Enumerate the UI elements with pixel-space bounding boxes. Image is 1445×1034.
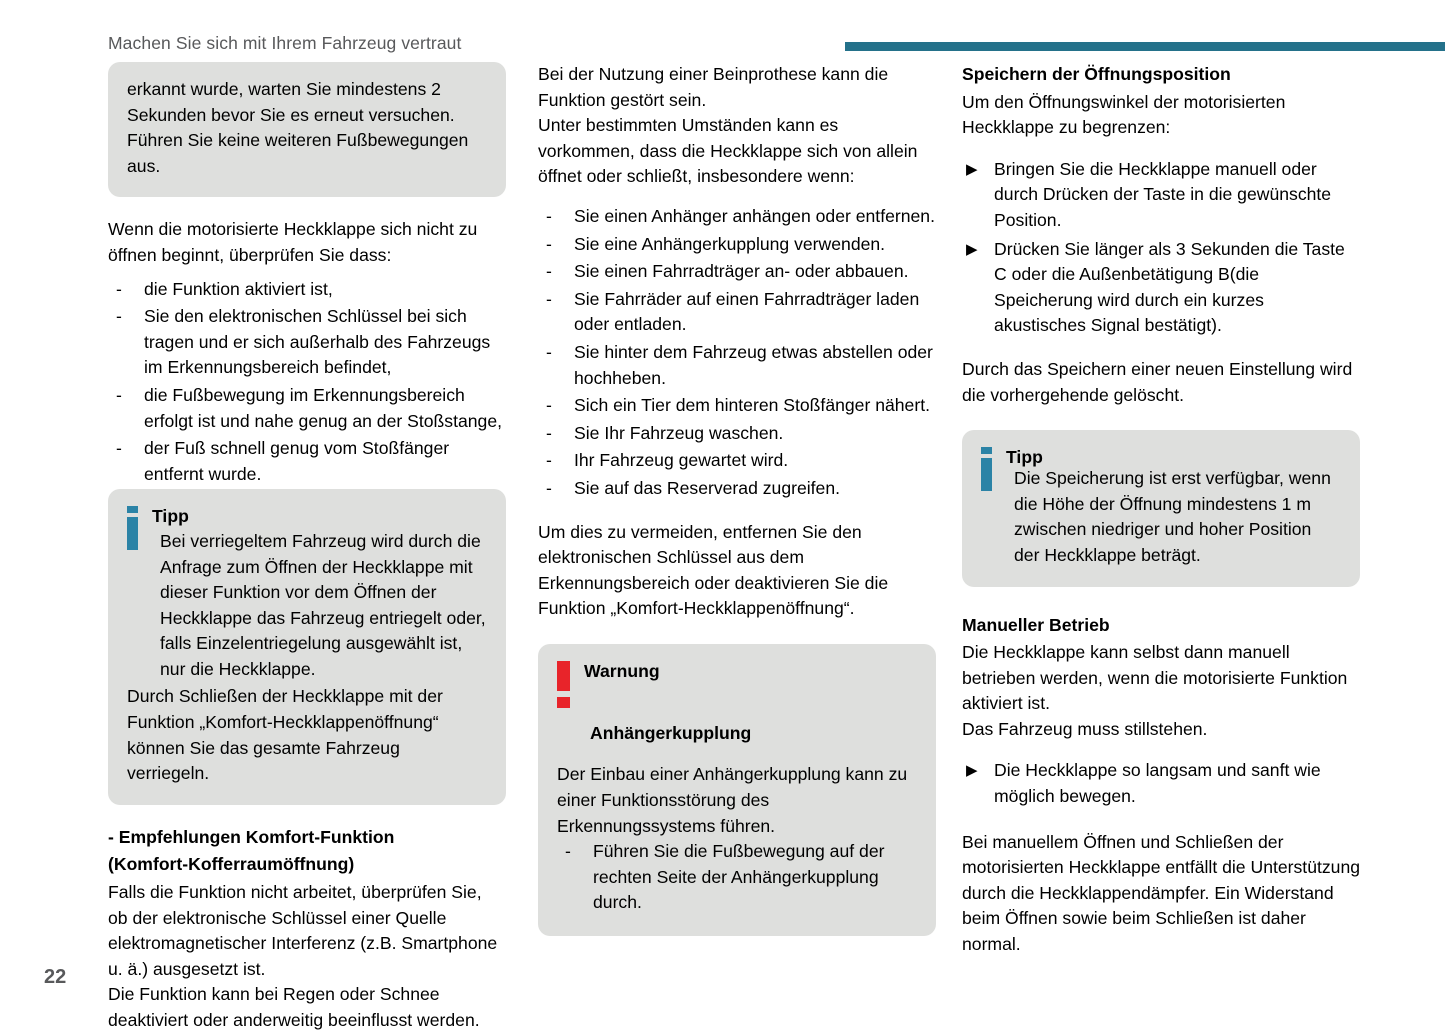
- info-icon: [981, 447, 992, 491]
- dash-icon: -: [565, 841, 571, 862]
- list-item-label: Sie auf das Reserverad zugreifen.: [574, 477, 841, 498]
- list-item: [962, 758, 1360, 809]
- column1-subheading: [108, 825, 506, 878]
- list-item-label: die Funktion aktiviert ist,: [144, 278, 333, 299]
- column1-intro-text: Wenn die motorisierte Heckklappe sich nicht zu öffnen beginnt, überprüfen Sie dass:: [108, 219, 478, 265]
- column3-actions-list: [962, 157, 1360, 339]
- list-item-label: Sie eine Anhängerkupplung verwenden.: [574, 233, 886, 254]
- column1-intro: [108, 217, 506, 268]
- list-item-label: Ihr Fahrzeug gewartet wird.: [574, 450, 789, 471]
- tip-callout-title: Tipp: [1006, 447, 1043, 468]
- triangle-icon: ▶: [966, 762, 978, 780]
- column3-closing: Bei manuellem Öffnen und Schließen der motorisierten Heckklappe entfällt die Unterstützung durch die Heckklappendämpfer. Ein Widerstand beim Öffnen sowie beim Schließen ist daher normal.: [962, 831, 1361, 955]
- column1-closing-2: Die Funktion kann bei Regen oder Schnee deaktiviert oder anderweitig beeinflusst werden.: [108, 984, 480, 1030]
- list-item: [108, 383, 506, 434]
- info-icon: [127, 506, 138, 550]
- dash-icon: -: [116, 278, 122, 299]
- column2-avoid-text: Um dies zu vermeiden, entfernen Sie den elektronischen Schlüssel aus dem Erkennungsbereich oder deaktivieren Sie die Funktion „Komfort-Heckklappenöffnung“.: [538, 521, 889, 619]
- column1-subheading-line2: (Komfort-Kofferraumöffnung): [108, 854, 355, 875]
- dash-icon: -: [546, 288, 552, 309]
- continuation-text: erkannt wurde, warten Sie mindestens 2 Sekunden bevor Sie es erneut versuchen. Führen Sie keine weiteren Fußbewegungen aus.: [127, 79, 469, 176]
- list-item-label: die Fußbewegung im Erkennungsbereich erfolgt ist und nahe genug an der Stoßstange,: [144, 384, 502, 431]
- tip-callout-body2: Durch Schließen der Heckklappe mit der Funktion „Komfort-Heckklappenöffnung“ können Sie das gesamte Fahrzeug verriegeln.: [127, 686, 443, 784]
- list-item-label: Bringen Sie die Heckklappe manuell oder durch Drücken der Taste in die gewünschte Position.: [994, 158, 1332, 230]
- triangle-icon: ▶: [966, 240, 978, 258]
- dash-icon: -: [116, 384, 122, 405]
- column3-note: Durch das Speichern einer neuen Einstellung wird die vorhergehende gelöscht.: [962, 358, 1353, 405]
- list-item-label: Die Heckklappe so langsam und sanft wie möglich bewegen.: [994, 760, 1321, 807]
- warning-icon: [557, 661, 570, 709]
- dash-icon: -: [546, 477, 552, 498]
- dash-icon: -: [546, 395, 552, 416]
- warning-callout-body: Der Einbau einer Anhängerkupplung kann zu einer Funktionsstörung des Erkennungssystems führen.: [557, 764, 908, 836]
- tip-callout-body-line1: Bei verriegeltem Fahrzeug wird durch die Anfrage zum Öffnen der Heckklappe mit dieser Funktion vor dem Öffnen der Heckklappe das Fahrzeug entriegelt oder, falls Einzelentriegelung ausgewählt ist, nur die Heckklappe.: [160, 530, 486, 679]
- list-item: [962, 237, 1360, 339]
- column3-intro: Um den Öffnungswinkel der motorisierten Heckklappe zu begrenzen:: [962, 91, 1286, 138]
- column2-intro-2: Unter bestimmten Umständen kann es vorkommen, dass die Heckklappe sich von allein öffnet oder schließt, insbesondere wenn:: [538, 115, 918, 187]
- list-item-label: Sie den elektronischen Schlüssel bei sich tragen und er sich außerhalb des Fahrzeugs im Erkennungsbereich befindet,: [144, 306, 491, 378]
- warning-callout: [538, 644, 936, 936]
- page-title: Machen Sie sich mit Ihrem Fahrzeug vertraut: [108, 33, 462, 53]
- list-item: [538, 448, 936, 474]
- column3-manual-actions-list: [962, 758, 1360, 809]
- list-item: [962, 157, 1360, 234]
- column3-manual-1: Die Heckklappe kann selbst dann manuell betrieben werden, wenn die motorisierte Funktion aktiviert ist.: [962, 642, 1348, 714]
- dash-icon: -: [546, 205, 552, 226]
- list-item: [538, 232, 936, 258]
- list-item-label: der Fuß schnell genug vom Stoßfänger entfernt wurde.: [144, 438, 450, 484]
- triangle-icon: ▶: [966, 160, 978, 178]
- list-item: [538, 393, 936, 419]
- column1-closing-1: Falls die Funktion nicht arbeitet, überprüfen Sie, ob der elektronische Schlüssel einer Quelle elektromagnetischer Interferenz (z.B. Smartphone u. ä.) ausgesetzt ist.: [108, 882, 498, 979]
- list-item-label: Sie hinter dem Fahrzeug etwas abstellen oder hochheben.: [574, 341, 933, 388]
- column2-conditions-list: [538, 204, 936, 502]
- tip-callout-title: Tipp: [152, 506, 189, 527]
- list-item: [538, 421, 936, 447]
- tip-callout-body: [981, 466, 1340, 568]
- page-header: [0, 0, 1445, 60]
- page-number: 22: [44, 966, 67, 988]
- dash-icon: -: [116, 306, 122, 327]
- tip-callout-body: [127, 529, 486, 683]
- list-item: [538, 259, 936, 285]
- column2-intro-1: Bei der Nutzung einer Beinprothese kann die Funktion gestört sein.: [538, 64, 889, 110]
- dash-icon: -: [116, 438, 122, 459]
- continuation-grey-box: [108, 62, 506, 197]
- column1-subheading-line1: - Empfehlungen Komfort-Funktion: [108, 826, 395, 847]
- dash-icon: -: [546, 233, 552, 254]
- column3-manual-2: Das Fahrzeug muss stillstehen.: [962, 718, 1208, 739]
- list-item: [108, 277, 506, 303]
- list-item-label: Sie Fahrräder auf einen Fahrradträger laden oder entladen.: [574, 288, 920, 335]
- list-item-label: Sie einen Fahrradträger an- oder abbauen.: [574, 261, 909, 282]
- warning-callout-subtitle: Anhängerkupplung: [590, 722, 752, 743]
- warning-callout-list: [557, 839, 916, 916]
- list-item: [108, 304, 506, 381]
- dash-icon: -: [546, 450, 552, 471]
- dash-icon: -: [546, 261, 552, 282]
- list-item: [557, 839, 916, 916]
- column1-checklist: [108, 277, 506, 488]
- dash-icon: -: [546, 341, 552, 362]
- column-2: [538, 62, 936, 936]
- warning-callout-title: Warnung: [584, 660, 660, 681]
- list-item-label: Sie einen Anhänger anhängen oder entfernen.: [574, 205, 935, 226]
- list-item: [538, 204, 936, 230]
- list-item-label: Drücken Sie länger als 3 Sekunden die Taste C oder die Außenbetätigung B(die Speicherung wird durch ein kurzes akustisches Signal bestätigt).: [994, 238, 1345, 336]
- tip-callout-column1: [108, 489, 506, 805]
- column3-heading-1: Speichern der Öffnungsposition: [962, 64, 1231, 84]
- list-item: [108, 436, 506, 487]
- list-item-label: Sich ein Tier dem hinteren Stoßfänger nähert.: [574, 395, 930, 416]
- list-item-label: Sie Ihr Fahrzeug waschen.: [574, 422, 784, 443]
- list-item: [538, 340, 936, 391]
- column3-heading-2: Manueller Betrieb: [962, 614, 1110, 635]
- tip-callout-column3: [962, 430, 1360, 586]
- dash-icon: -: [546, 422, 552, 443]
- list-item-label: Führen Sie die Fußbewegung auf der rechten Seite der Anhängerkupplung durch.: [593, 841, 885, 913]
- list-item: [538, 287, 936, 338]
- column-3: [962, 62, 1360, 958]
- header-accent-rule: [845, 42, 1445, 51]
- warning-callout-header: [557, 660, 916, 709]
- list-item: [538, 476, 936, 502]
- column-1: [108, 62, 506, 1034]
- tip-callout-body-text: Die Speicherung ist erst verfügbar, wenn die Höhe der Öffnung mindestens 1 m zwischen niedriger und hoher Position der Heckklappe beträgt.: [1014, 468, 1331, 565]
